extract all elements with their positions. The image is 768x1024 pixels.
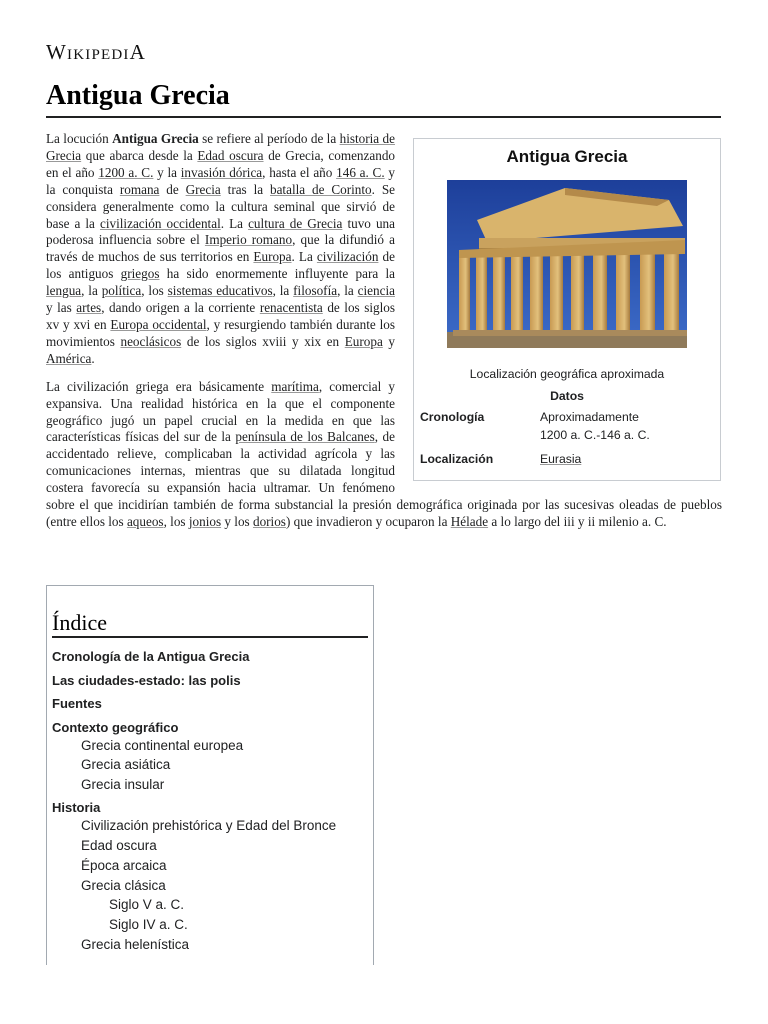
text-run: , comercial y expansiva. Una realidad histórica en la que el componente geográfico jugó un papel crucial en la medida en que las características físicas del sur de la — [46, 378, 395, 445]
text-run: , los — [141, 283, 168, 299]
text-run: . La — [220, 215, 249, 231]
infobox-label: Cronología — [420, 409, 485, 424]
text-run: y la conquista — [46, 164, 396, 197]
link-lengua[interactable]: lengua — [46, 283, 82, 299]
infobox-caption: Localización geográfica aproximada — [469, 366, 665, 381]
text-run: . La — [291, 249, 317, 265]
text-run: , los — [163, 513, 189, 529]
text-run: a lo largo del iii y ii milenio a. C. — [488, 513, 667, 529]
toc-item-epoca-arcaica[interactable]: Época arcaica — [81, 857, 167, 873]
wikipedia-logo[interactable]: WIKIPEDIA — [46, 40, 146, 64]
text-run: y la — [153, 164, 181, 180]
text-run: , la — [81, 283, 102, 299]
infobox-value-line: 1200 a. C.-146 a. C. — [540, 427, 650, 442]
toc-list — [52, 647, 368, 954]
link-historia-de-grecia[interactable]: historia de Grecia — [46, 131, 395, 163]
link-sistemas-educativos[interactable]: sistemas educativos — [167, 283, 273, 299]
toc-item-grecia-continental-europea[interactable]: Grecia continental europea — [81, 737, 244, 753]
text-run: La civilización griega era básicamente — [46, 378, 272, 394]
link-europa[interactable]: Europa — [344, 333, 383, 349]
infobox-label: Localización — [420, 451, 494, 466]
link-politica[interactable]: política — [101, 283, 142, 299]
link-neoclasicos[interactable]: neoclásicos — [120, 333, 182, 349]
infobox-title: Antigua Grecia — [506, 147, 628, 166]
text-run: La locución — [46, 131, 113, 146]
link-europa[interactable]: Europa — [253, 249, 292, 265]
infobox-value-line: Aproximadamente — [540, 409, 639, 424]
toc-item-siglo-iv-a-c[interactable]: Siglo IV a. C. — [109, 916, 188, 932]
link-146-a-c[interactable]: 146 a. C. — [336, 164, 385, 180]
text-run: de los siglos xv y xvi en — [46, 300, 395, 332]
text-run: , de accidentado relieve, complicaban la actividad agrícola y las comunicaciones internas, mientras que su dilatada longitud costera favorecía su expansión hacia ultramar. Un fenómeno sobre el que incidirían también de forma substancial la presión demográfica originada por las sucesivas oleadas de pueblos (entre ellos los — [46, 429, 722, 529]
link-dorios[interactable]: dorios — [252, 513, 286, 529]
link-america[interactable]: América — [46, 350, 92, 366]
infobox-value — [540, 450, 714, 468]
link-renacentista[interactable]: renacentista — [259, 300, 323, 316]
text-run: y — [382, 333, 396, 349]
bold-term: Antigua Grecia — [112, 131, 199, 146]
text-run: ) que invadieron y ocuparon la — [285, 513, 451, 529]
text-run: , hasta el año — [262, 164, 337, 180]
link-edad-oscura[interactable]: Edad oscura — [197, 147, 264, 163]
link-europa-occidental[interactable]: Europa occidental — [110, 316, 207, 332]
infobox-value — [540, 408, 714, 444]
link-filosofia[interactable]: filosofía — [293, 283, 338, 299]
text-run: y las — [46, 300, 77, 316]
toc-item-grecia-asiatica[interactable]: Grecia asiática — [81, 757, 171, 773]
link-romana[interactable]: romana — [119, 181, 160, 197]
link-artes[interactable]: artes — [76, 300, 102, 316]
infobox — [413, 138, 721, 481]
toc-item-siglo-v-a-c[interactable]: Siglo V a. C. — [109, 897, 185, 913]
text-run: , la — [337, 283, 358, 299]
text-run: . Se considera generalmente como la cultura seminal que sirvió de base a la — [46, 181, 396, 231]
link-ciencia[interactable]: ciencia — [357, 283, 395, 299]
link-maritima[interactable]: marítima — [271, 378, 319, 394]
toc-item-historia[interactable]: Historia — [52, 800, 101, 816]
text-run: tras la — [220, 181, 270, 197]
link-grecia[interactable]: Grecia — [185, 181, 221, 197]
infobox-section-header: Datos — [550, 388, 584, 403]
link-aqueos[interactable]: aqueos — [126, 513, 164, 529]
link-eurasia[interactable]: Eurasia — [540, 451, 582, 466]
text-run: , dando origen a la corriente — [101, 300, 260, 316]
toc-title: Índice — [52, 610, 368, 638]
text-run: , la — [272, 283, 294, 299]
infobox-row-localizacion — [420, 450, 714, 468]
text-run: . — [91, 350, 95, 366]
text-run: tuvo una poderosa influencia sobre el — [46, 215, 395, 248]
toc-item-grecia-insular[interactable]: Grecia insular — [81, 777, 165, 793]
text-run: de — [159, 181, 186, 197]
toc-item-grecia-clasica[interactable]: Grecia clásica — [81, 877, 166, 893]
text-run: y los — [221, 513, 253, 529]
link-imperio-romano[interactable]: Imperio romano — [204, 232, 293, 248]
link-invasion-dorica[interactable]: invasión dórica — [180, 164, 263, 180]
toc-item-fuentes[interactable]: Fuentes — [52, 696, 102, 712]
text-run: ha sido enormemente influyente para la — [159, 266, 396, 282]
toc-item-grecia-helenistica[interactable]: Grecia helenística — [81, 936, 190, 952]
link-batalla-de-corinto[interactable]: batalla de Corinto — [269, 181, 372, 197]
link-cultura-de-grecia[interactable]: cultura de Grecia — [248, 215, 343, 231]
toc-item-cronologia-de-la-antigua-grecia[interactable]: Cronología de la Antigua Grecia — [52, 649, 250, 664]
toc-item-contexto-geografico[interactable]: Contexto geográfico — [52, 719, 179, 735]
article-body — [46, 131, 722, 531]
toc-item-civilizacion-prehistorica-y-edad-del-bronce[interactable]: Civilización prehistórica y Edad del Bronce — [81, 818, 337, 834]
text-run: , y resurgiendo también durante los movimientos — [46, 316, 395, 349]
text-run: , que la difundió a través de muchos de sus territorios en — [46, 232, 395, 265]
text-run: que abarca desde la — [81, 147, 198, 163]
link-helade[interactable]: Hélade — [450, 513, 489, 529]
table-of-contents — [46, 585, 374, 965]
toc-item-las-ciudades-estado-las-polis[interactable]: Las ciudades-estado: las polis — [52, 672, 241, 688]
text-run: de Grecia, comenzando en el año — [46, 147, 396, 180]
link-civilizacion[interactable]: civilización — [316, 249, 379, 265]
text-run: se refiere al período de la — [198, 131, 340, 146]
link-jonios[interactable]: jonios — [188, 513, 222, 529]
text-run: de los antiguos — [46, 249, 395, 282]
link-peninsula-de-los-balcanes[interactable]: península de los Balcanes — [235, 429, 375, 445]
toc-item-edad-oscura[interactable]: Edad oscura — [81, 838, 157, 854]
link-civilizacion-occidental[interactable]: civilización occidental — [99, 215, 221, 231]
text-run: de los siglos xviii y xix en — [181, 333, 345, 349]
link-1200-a-c[interactable]: 1200 a. C. — [98, 164, 154, 180]
parthenon-image[interactable] — [447, 180, 687, 348]
link-griegos[interactable]: griegos — [120, 266, 160, 282]
page-title: Antigua Grecia — [46, 78, 721, 118]
infobox-row-cronologia — [420, 408, 714, 444]
